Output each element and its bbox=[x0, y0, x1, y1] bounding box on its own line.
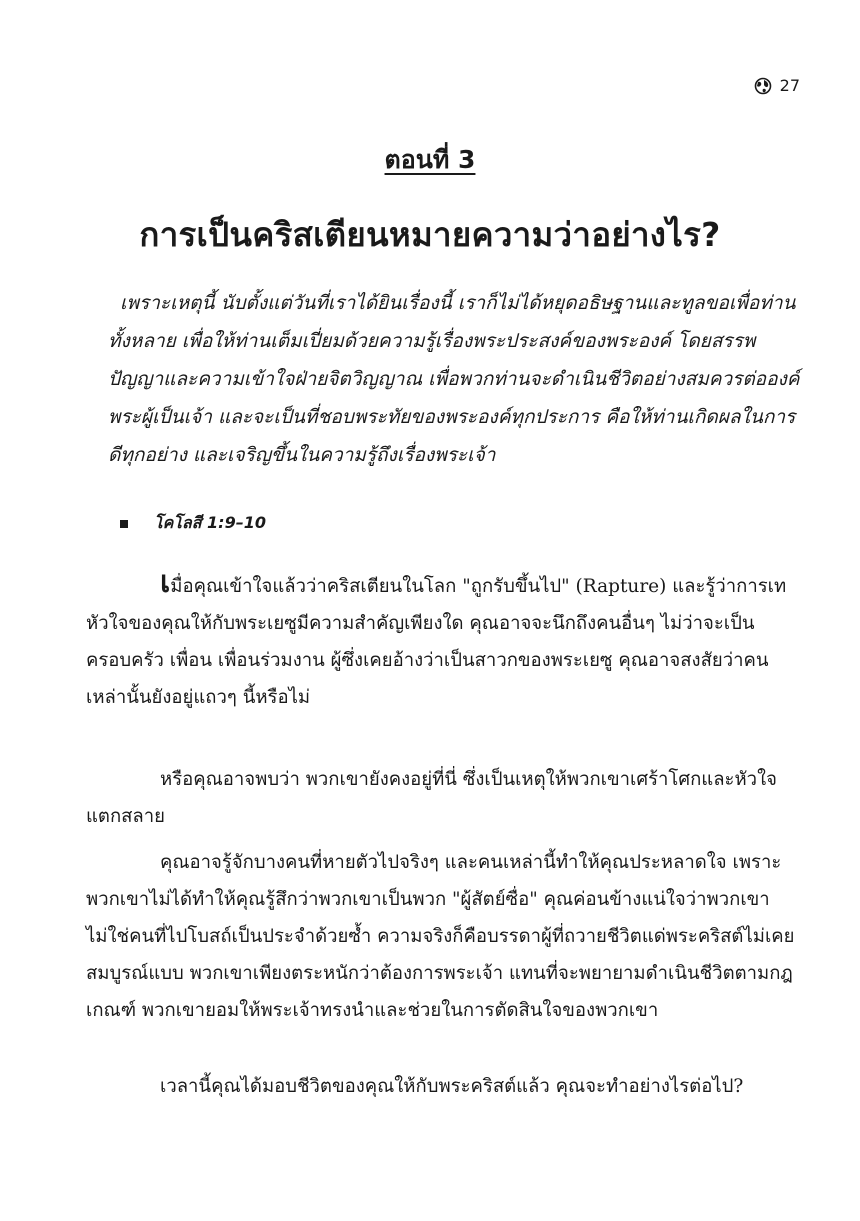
page-number: 27 bbox=[779, 76, 800, 95]
part-label: ตอนที่ 3 bbox=[384, 145, 476, 174]
bullet-icon bbox=[120, 520, 128, 528]
page-header bbox=[754, 76, 800, 95]
chapter-title: การเป็นคริสเตียนหมายความว่าอย่างไร? bbox=[139, 215, 721, 254]
paragraph-text: เวลานี้คุณได้มอบชีวิตของคุณให้กับพระคริสต์แล้ว คุณจะทำอย่างไรต่อไป? bbox=[160, 1076, 744, 1097]
body-paragraph-4 bbox=[86, 1068, 802, 1105]
reference-text: โคโลสี 1:9–10 bbox=[154, 513, 266, 532]
scripture-reference bbox=[120, 511, 266, 536]
body-paragraph-3 bbox=[86, 844, 802, 1029]
drop-cap: เ bbox=[160, 565, 171, 600]
globe-icon bbox=[754, 77, 772, 95]
paragraph-text: มื่อคุณเข้าใจแล้วว่าคริสเตียนในโลก "ถูกรับขึ้นไป" (Rapture) และรู้ว่าการเทหัวใจของคุณให้กับพระเยซูมีความสำคัญเพียงใด คุณอาจจะนึกถึงคนอื่นๆ ไม่ว่าจะเป็นครอบครัว เพื่อน เพื่อนร่วมงาน ผู้ซึ่งเคยอ้างว่าเป็นสาวกของพระเยซู คุณอาจสงสัยว่าคนเหล่านั้นยังอยู่แถวๆ นี้หรือไม่ bbox=[86, 576, 787, 708]
paragraph-text: คุณอาจรู้จักบางคนที่หายตัวไปจริงๆ และคนเหล่านี้ทำให้คุณประหลาดใจ เพราะพวกเขาไม่ได้ทำให้คุณรู้สึกว่าพวกเขาเป็นพวก "ผู้สัตย์ซื่อ" คุณค่อนข้างแน่ใจว่าพวกเขาไม่ใช่คนที่ไปโบสถ์เป็นประจำด้วยซ้ำ ความจริงก็คือบรรดาผู้ที่ถวายชีวิตแด่พระคริสต์ไม่เคยสมบูรณ์แบบ พวกเขาเพียงตระหนักว่าต้องการพระเจ้า แทนที่จะพยายามดำเนินชีวิตตามกฎเกณฑ์ พวกเขายอมให้พระเจ้าทรงนำและช่วยในการตัดสินใจของพวกเขา bbox=[86, 852, 795, 1021]
body-paragraph-1 bbox=[86, 565, 802, 716]
paragraph-text: หรือคุณอาจพบว่า พวกเขายังคงอยู่ที่นี่ ซึ่งเป็นเหตุให้พวกเขาเศร้าโศกและหัวใจแตกสลาย bbox=[86, 769, 777, 827]
body-paragraph-2 bbox=[86, 761, 802, 835]
scripture-quote: เพราะเหตุนี้ นับตั้งแต่วันที่เราได้ยินเรื่องนี้ เราก็ไม่ได้หยุดอธิษฐานและทูลขอเพื่อท่านทั้งหลาย เพื่อให้ท่านเต็มเปี่ยมด้วยความรู้เรื่องพระประสงค์ของพระองค์ โดยสรรพปัญญาและความเข้าใจฝ่ายจิตวิญญาณ เพื่อพวกท่านจะดำเนินชีวิตอย่างสมควรต่อองค์พระผู้เป็นเจ้า และจะเป็นที่ชอบพระทัยของพระองค์ทุกประการ คือให้ท่านเกิดผลในการดีทุกอย่าง และเจริญขึ้นในความรู้ถึงเรื่องพระเจ้า bbox=[108, 292, 800, 466]
